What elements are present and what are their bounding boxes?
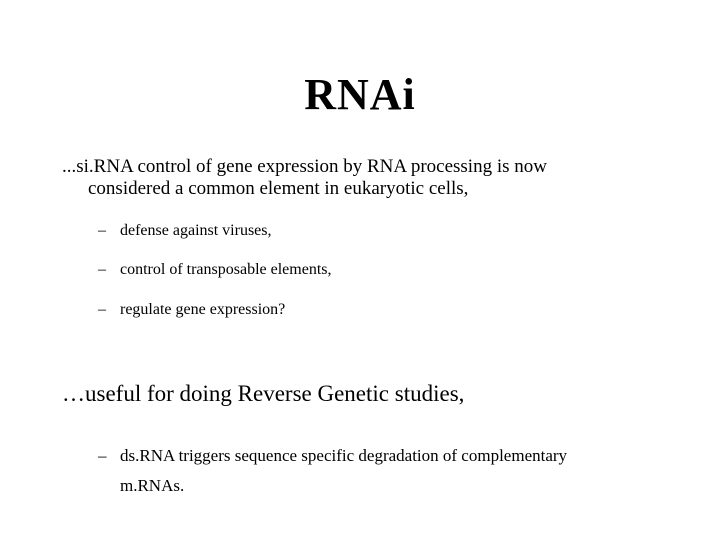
bullet-text-line-1: ds.RNA triggers sequence specific degradation of complementary (120, 446, 568, 465)
bullet-item (98, 221, 698, 241)
bullet-item (98, 300, 698, 320)
bullet-text: control of transposable elements, (120, 261, 332, 278)
bullet-text: defense against viruses, (120, 222, 272, 239)
intro-line-2: considered a common element in eukaryotic cells, (88, 178, 469, 199)
bullet-dash: – (98, 261, 106, 278)
intro-line-1: ...si.RNA control of gene expression by RNA processing is now (62, 156, 547, 177)
bullet-text-line-2: m.RNAs. (120, 476, 185, 495)
bullet-dash: – (98, 222, 106, 239)
bullet-dash: – (98, 446, 107, 465)
bullet-item (98, 260, 698, 280)
reverse-genetics-paragraph: …useful for doing Reverse Genetic studies, (62, 381, 465, 406)
intro-paragraph (62, 156, 702, 200)
bullet-text: regulate gene expression? (120, 301, 286, 318)
bullet-item (98, 441, 698, 501)
bullet-dash: – (98, 301, 106, 318)
slide-title: RNAi (304, 70, 416, 119)
